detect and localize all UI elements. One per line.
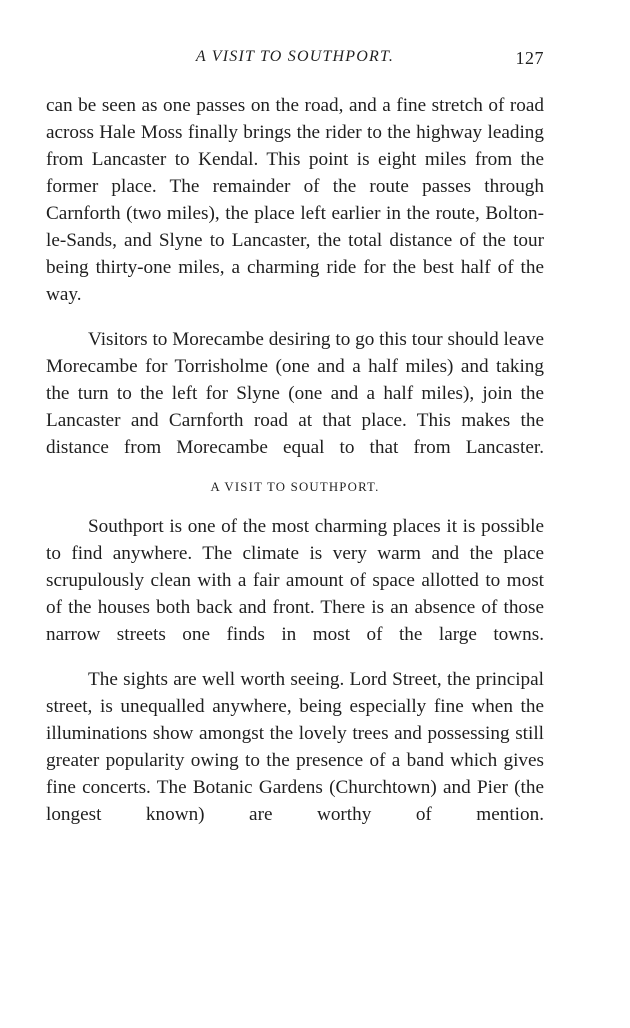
paragraph-gap (46, 308, 544, 326)
paragraph-southport-intro: Southport is one of the most charming places it is possible to find anywhere. The climate is very warm and the place scrupulously clean with a fair amount of space allotted to most of the houses both back and front. There is an absence of those narrow streets one finds in most of the large towns. (46, 516, 544, 645)
running-title: A VISIT TO SOUTHPORT. (195, 48, 395, 65)
running-head (46, 48, 544, 74)
section-heading: A VISIT TO SOUTHPORT. (210, 480, 380, 494)
paragraph-morecambe: Visitors to Morecambe desiring to go this tour should leave Morecambe for Torrisholme (one and a half miles) and taking the turn to the left for Slyne (one and a half miles), join the Lancaster and Carnforth road at that place. This makes the distance from Morecambe equal to that from Lancaster. (46, 329, 544, 458)
main-text (46, 92, 544, 828)
paragraph-gap (46, 648, 544, 666)
page-number: 127 (515, 48, 544, 68)
paragraph-continued: can be seen as one passes on the road, and a fine stretch of road across Hale Moss finally brings the rider to the highway leading from Lancaster to Kendal. This point is eight miles from the former place. The remainder of the route passes through Carnforth (two miles), the place left earlier in the route, Bolton-le-Sands, and Slyne to Lancaster, the total distance of the tour being thirty-one miles, a charming ride for the best half of the way. (46, 95, 544, 305)
paragraph-southport-sights: The sights are well worth seeing. Lord Street, the principal street, is unequalled anywhere, being especially fine when the illuminations show amongst the lovely trees and possessing still greater popularity owing to the presence of a band which gives fine concerts. The Botanic Gardens (Churchtown) and Pier (the longest known) are worthy of mention. (46, 669, 544, 825)
